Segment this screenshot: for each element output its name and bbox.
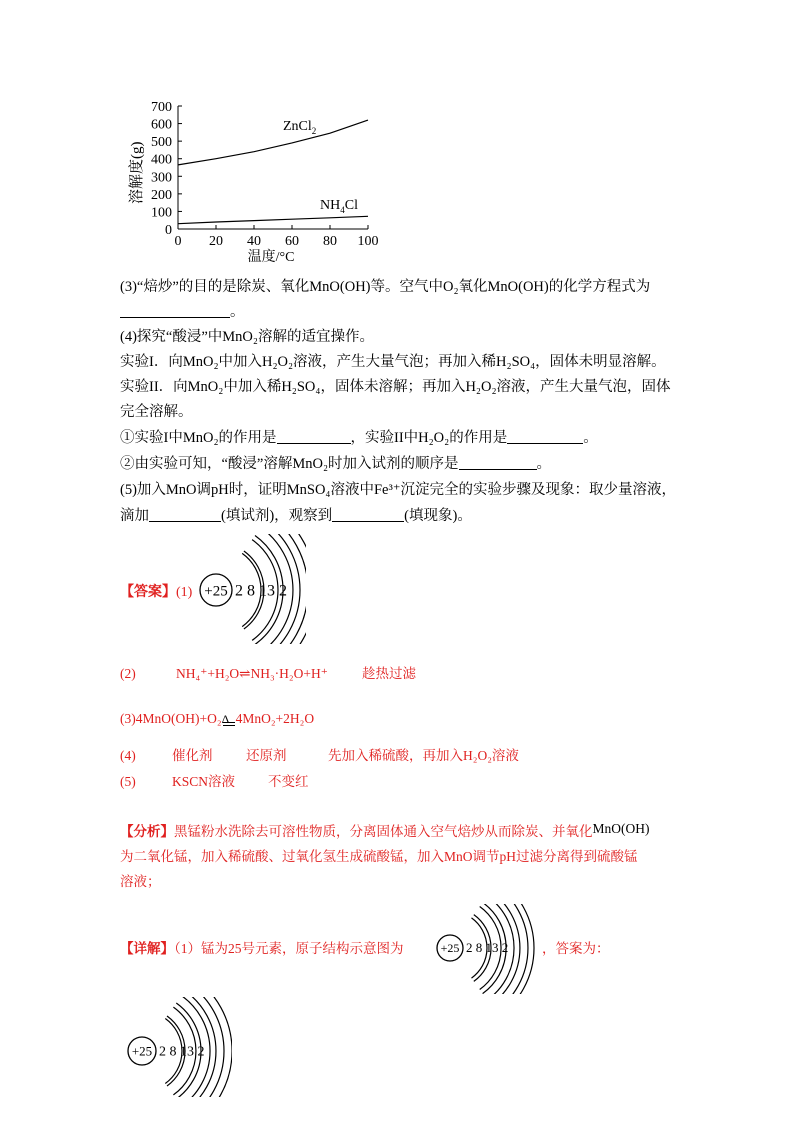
- blank: [332, 507, 404, 522]
- answer-5-reagent: KSCN溶液: [172, 774, 236, 789]
- answer-3-reactants: (3)4MnO(OH)+O₂: [120, 711, 222, 726]
- answer-label: 【答案】: [120, 585, 176, 600]
- sub-question-1-part-b: ，实验II中H₂O₂的作用是: [350, 430, 508, 446]
- analysis-text-1: 黑锰粉水洗除去可溶性物质，分离固体通入空气焙炒从而除炭、并氧化: [174, 824, 593, 839]
- atom-structure-diagram-inline: [432, 904, 542, 994]
- analysis-line-2: 为二氧化锰，加入稀硫酸、过氧化氢生成硫酸锰，加入MnO调节pH过滤分离得到硫酸锰: [120, 849, 638, 864]
- sub-question-2-end: 。: [536, 456, 552, 472]
- question-5-part-2: (填试剂)，观察到: [221, 508, 333, 524]
- question-3-text: (3)“焙炒”的目的是除炭、氧化MnO(OH)等。空气中O₂氧化MnO(OH)的化学方程式为: [120, 279, 651, 295]
- answer-2: [120, 664, 416, 684]
- blank: [507, 429, 583, 444]
- detail-text: （1）锰为25号元素，原子结构示意图为: [174, 941, 404, 956]
- answer-2-number: (2): [120, 666, 136, 681]
- question-5-line-1: (5)加入MnO调pH时，证明MnSO₄溶液中Fe³⁺沉淀完全的实验步骤及现象：取少量溶液，: [120, 482, 676, 498]
- blank: [149, 507, 221, 522]
- answer-4-c: 先加入稀硫酸，再加入H₂O₂溶液: [328, 748, 519, 763]
- question-5-line-2: [120, 506, 472, 526]
- heating-condition: Δ: [221, 712, 230, 726]
- atom-structure-diagram: [196, 534, 306, 644]
- detail-line: [120, 939, 404, 959]
- y-tick-label: 0: [165, 223, 172, 238]
- y-tick-label: 500: [151, 135, 172, 151]
- sub-question-1: [120, 428, 598, 448]
- nucleus-charge: +25: [204, 583, 228, 600]
- answer-5-number: (5): [120, 774, 136, 789]
- detail-label: 【详解】: [120, 941, 174, 956]
- atom-structure-diagram-answer: [122, 997, 232, 1097]
- x-tick-label: 20: [209, 234, 223, 249]
- y-ticks: [151, 100, 182, 238]
- blank: [459, 455, 537, 470]
- question-4-title: (4)探究“酸浸”中MnO₂溶解的适宜操作。: [120, 329, 374, 345]
- y-tick-label: 100: [151, 205, 172, 221]
- answer-3-products: 4MnO₂+2H₂O: [235, 711, 315, 726]
- y-tick-label: 700: [151, 100, 172, 115]
- y-axis-label: 溶解度(g): [129, 141, 145, 204]
- answer-4: [120, 746, 519, 766]
- analysis-line-3: 溶液；: [120, 874, 161, 889]
- experiment-2-line-2: 完全溶解。: [120, 404, 193, 420]
- x-tick-label: 60: [285, 234, 299, 249]
- blank: [120, 303, 230, 318]
- x-axis-label: 温度/°C: [247, 250, 295, 265]
- experiment-1: 实验I．向MnO₂中加入H₂O₂溶液，产生大量气泡；再加入稀H₂SO₄，固体未明显溶解。: [120, 354, 666, 370]
- sub-question-2: [120, 454, 551, 474]
- sub-question-1-end: 。: [583, 430, 598, 446]
- x-tick-label: 100: [357, 234, 379, 249]
- analysis-label: 【分析】: [120, 824, 174, 839]
- answer-4-b: 还原剂: [246, 748, 287, 763]
- y-tick-label: 200: [151, 187, 172, 203]
- question-3-answer-line: [120, 302, 245, 322]
- x-tick-label: 0: [174, 234, 182, 249]
- answer-label-line: [120, 583, 192, 603]
- y-tick-label: 300: [151, 170, 172, 186]
- equals-line-bottom: [223, 725, 235, 726]
- sub-question-2-text: ②由实验可知，“酸浸”溶解MnO₂时加入试剂的顺序是: [120, 456, 459, 472]
- sentence-end: 。: [230, 304, 245, 320]
- analysis-line-1: [120, 822, 650, 842]
- x-tick-label: 80: [323, 234, 337, 249]
- series-label-nh4cl: $NH_4Cl$: [320, 198, 358, 215]
- question-5-part-1: 滴加: [120, 508, 149, 524]
- question-5-part-3: (填现象)。: [404, 508, 472, 524]
- answer-5-phenomenon: 不变红: [268, 774, 309, 789]
- series-line-nh4cl: [178, 216, 368, 223]
- answer-2-equation: NH₄⁺+H₂O⇌NH₃·H₂O+H⁺: [176, 666, 328, 681]
- experiment-2-line-1: 实验II．向MnO₂中加入稀H₂SO₄，固体未溶解；再加入H₂O₂溶液，产生大量气泡，固体: [120, 379, 671, 395]
- nucleus-charge: +25: [440, 941, 460, 956]
- answer-4-number: (4): [120, 748, 136, 763]
- answer-3: [120, 709, 314, 729]
- equals-line-top: [223, 722, 235, 723]
- y-tick-label: 400: [151, 152, 172, 168]
- answer-4-a: 催化剂: [172, 748, 213, 763]
- electron-counts: 2 8 13 2: [466, 940, 509, 956]
- detail-tail: ，答案为：: [542, 941, 610, 956]
- answer-5: [120, 772, 309, 792]
- solubility-chart: [115, 98, 395, 268]
- analysis-formula: MnO(OH): [592, 821, 650, 836]
- series-line-zncl2: [178, 120, 368, 165]
- nucleus-charge: +25: [131, 1043, 153, 1059]
- blank: [277, 429, 351, 444]
- series-label-zncl2: ZnCl$_2$: [283, 119, 317, 136]
- y-tick-label: 600: [151, 117, 172, 133]
- answer-1-number: (1): [176, 585, 193, 600]
- sub-question-1-part-a: ①实验I中MnO₂的作用是: [120, 430, 277, 446]
- electron-counts: 2 8 13 2: [235, 582, 287, 600]
- electron-counts: 2 8 13 2: [159, 1044, 205, 1060]
- x-tick-label: 40: [247, 234, 261, 249]
- answer-2-operation: 趁热过滤: [362, 666, 416, 681]
